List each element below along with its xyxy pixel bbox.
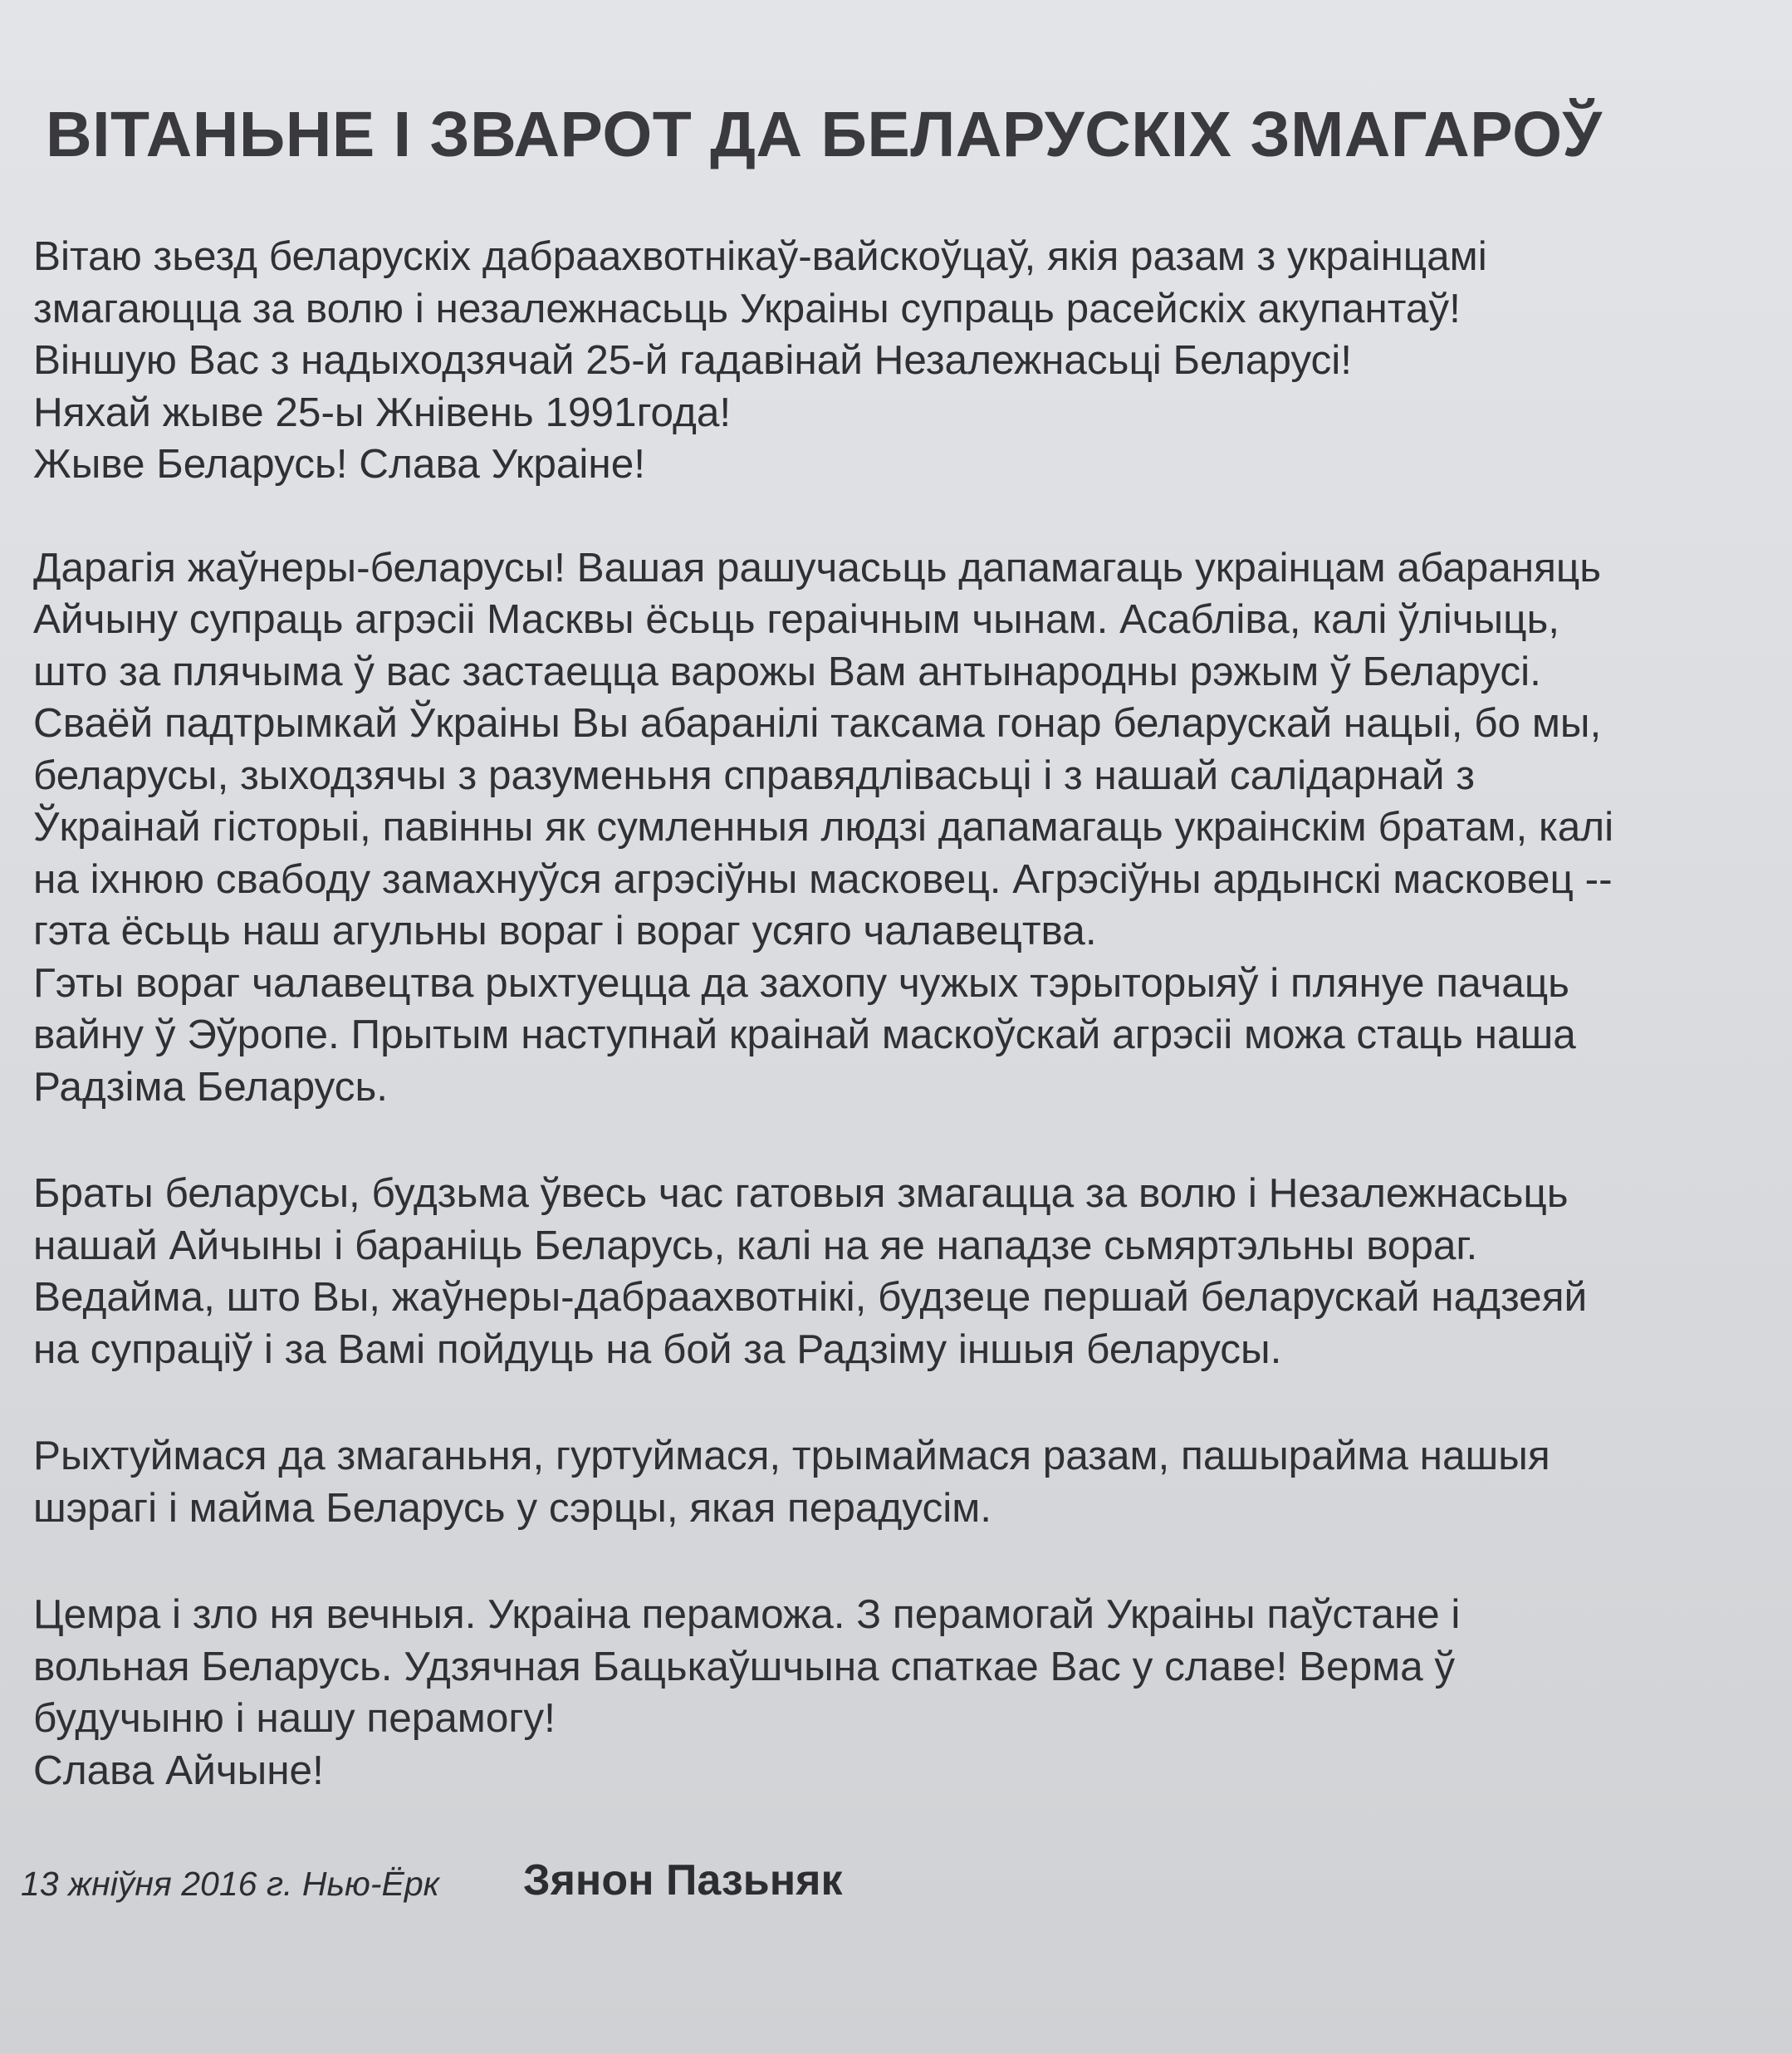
text-line: Радзіма Беларусь.	[33, 1063, 389, 1110]
paragraph-spacer	[33, 491, 1769, 542]
text-line: Ведайма, што Вы, жаўнеры-дабраахвотнікі, будзеце першай беларускай надзеяй	[33, 1274, 1588, 1320]
text-line: будучыню і нашу перамогу!	[33, 1695, 556, 1741]
text-line: Сваёй падтрымкай Ўкраіны Вы абаранілі таксама гонар беларускай нацыі, бо мы,	[33, 700, 1602, 746]
date-place: 13 жніўня 2016 г. Нью-Ёрк	[21, 1865, 439, 1903]
paragraph-brothers	[33, 1168, 1769, 1375]
text-line: беларусы, зыходзячы з разуменьня справядлівасьці і з нашай салідарнай з	[33, 752, 1475, 798]
text-line: што за плячыма ў вас застаецца варожы Вам антынародны рэжым ў Беларусі.	[33, 648, 1541, 694]
paragraph-prepare	[33, 1430, 1769, 1534]
text-line: Вітаю зьезд беларускіх дабраахвотнікаў-вайскоўцаў, якія разам з украінцамі	[33, 233, 1487, 279]
text-line: змагаюцца за волю і незалежнасьць Украіны супраць расейскіх акупантаў!	[33, 285, 1461, 331]
text-line: Цемра і зло ня вечныя. Украіна пераможа. З перамогай Украіны паўстане і	[33, 1591, 1461, 1637]
paragraph-greeting	[33, 231, 1769, 491]
text-line: Няхай жыве 25-ы Жнівень 1991года!	[33, 389, 732, 435]
signature-name: Зянон Пазьняк	[523, 1856, 843, 1904]
paragraph-address	[33, 542, 1769, 1114]
text-line: вольная Беларусь. Удзячная Бацькаўшчына спаткае Вас у славе! Верма ў	[33, 1643, 1456, 1689]
text-line: Ўкраінай гісторыі, павінны як сумленныя людзі дапамагаць украінскім братам, калі	[33, 804, 1614, 850]
text-line: Жыве Беларусь! Слава Украіне!	[33, 441, 646, 487]
text-line: на іхнюю свабоду замахнуўся агрэсіўны масковец. Агрэсіўны ардынскі масковец --	[33, 855, 1613, 902]
document-title: ВІТАНЬНЕ І ЗВАРОТ ДА БЕЛАРУСКІХ ЗМАГАРОЎ	[46, 99, 1603, 170]
paragraph-spacer	[33, 1113, 1769, 1168]
text-line: Гэты вораг чалавецтва рыхтуецца да захопу чужых тэрыторыяў і плянуе пачаць	[33, 959, 1569, 1006]
document-body	[33, 231, 1769, 1797]
text-line: Рыхтуймася да змаганьня, гуртуймася, трымаймася разам, пашырайма нашыя	[33, 1433, 1550, 1478]
text-line: Браты беларусы, будзьма ўвесь час гатовыя змагацца за волю і Незалежнасьць	[33, 1170, 1569, 1216]
paragraph-spacer	[33, 1534, 1769, 1589]
paragraph-spacer	[33, 1375, 1769, 1430]
text-line: Віншую Вас з надыходзячай 25-й гадавінай Незалежнасьці Беларусі!	[33, 337, 1353, 383]
text-line: Слава Айчыне!	[33, 1747, 324, 1793]
text-line: нашай Айчыны і бараніць Беларусь, калі на яе нападзе сьмяртэльны вораг.	[33, 1222, 1478, 1268]
text-line: Дарагія жаўнеры-беларусы! Вашая рашучасьць дапамагаць украінцам абараняць	[33, 544, 1602, 591]
text-line: вайну ў Эўропе. Прытым наступнай краінай маскоўскай агрэсіі можа стаць наша	[33, 1012, 1576, 1057]
text-line: гэта ёсьць наш агульны вораг і вораг усяго чалавецтва.	[33, 908, 1097, 953]
text-line: шэрагі і майма Беларусь у сэрцы, якая перадусім.	[33, 1484, 992, 1531]
document-footer	[21, 1848, 1266, 1923]
text-line: на супрацiў і за Вамі пойдуць на бой за Радзіму іншыя беларусы.	[33, 1326, 1282, 1372]
text-line: Айчыну супраць агрэсіі Масквы ёсьць гераічным чынам. Асабліва, калі ўлічыць,	[33, 596, 1560, 642]
paragraph-closing	[33, 1589, 1769, 1797]
